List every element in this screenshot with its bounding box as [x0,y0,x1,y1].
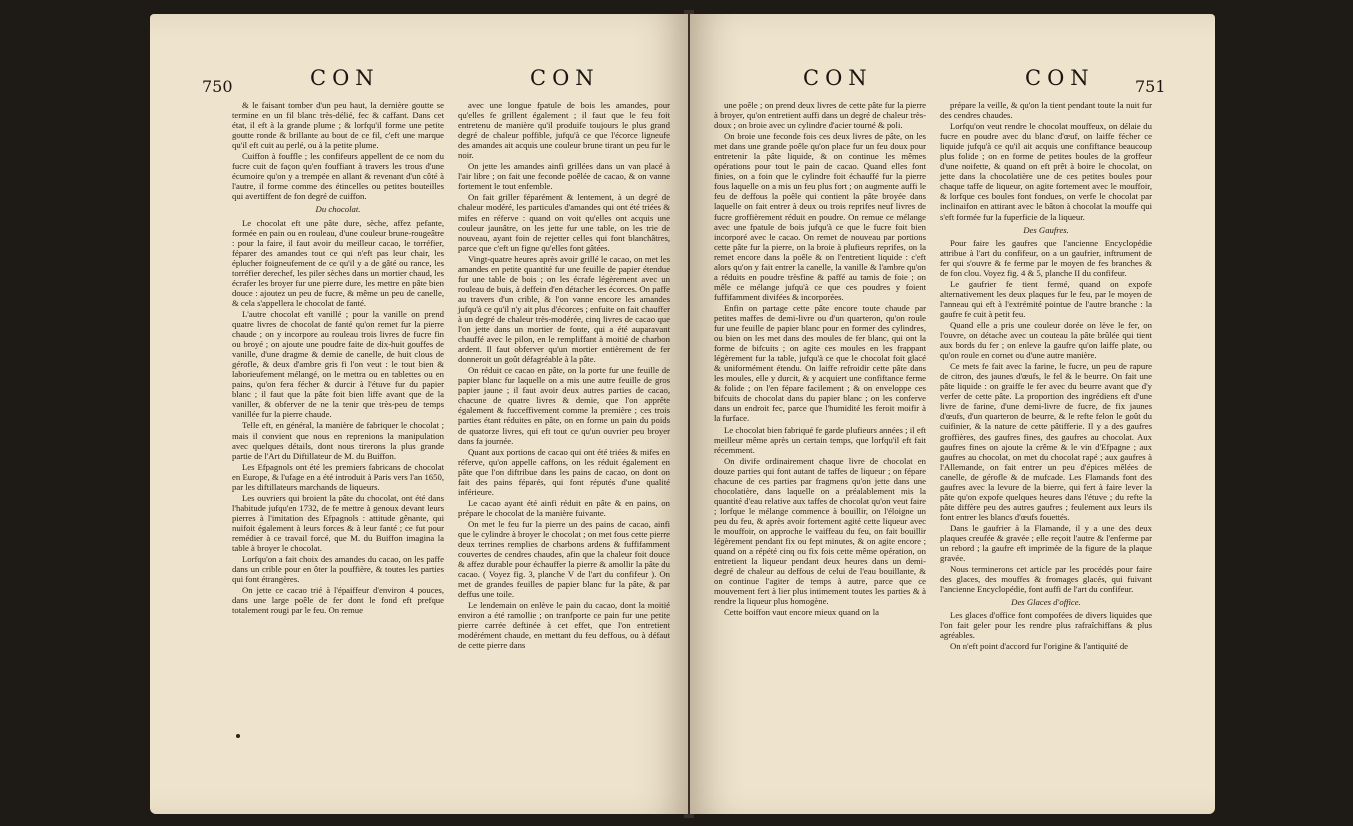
paragraph: On réduit ce cacao en pâte, on la porte fur une feuille de papier blanc fur laquelle on a mis une autre feuille de gros papier jaune ; il faut avoir deux autres parties de cacao, chacune de quatre livres & demie, que l'on apprête également & fucceffivement comme la première ; ces trois parties étant réduites en pâte, on en forme un pain du poids de quatorze livres, qui eft tout ce qu'un ouvrier peu broyer dans fa journée. [458,365,670,446]
right-page [690,14,1215,814]
paragraph: Quand elle a pris une couleur dorée on lève le fer, on l'ouvre, on détache avec un couteau la pâte brûlée qui tient aux bords du fer ; on enleve la gaufre qu'on laiffe plate, ou qu'on roule en cornet ou d'une autre manière. [940,319,1152,361]
paragraph: Les ouvriers qui broient la pâte du chocolat, ont été dans l'habitude jufqu'en 1732, de fe mettre à genoux devant leurs pierres à l'imitation des Efpagnols : attitude gênante, qui nuifoit également à leurs forces & à leur fanté ; ce fut pour remédier à ce travail forcé, que M. du Buiffon imagina la table à broyer le chocolat. [232,492,444,554]
section-subheading: Des Glaces d'office. [1011,597,1081,608]
paragraph: Lorfqu'on veut rendre le chocolat mouffeux, on délaie du fucre en poudre avec du blanc d'œuf, on laiffe fécher ce liquide jufqu'à ce qu'il ait acquis une confiftance beaucoup plus folide ; on en forme de petites boules de la groffeur d'une noifette, & quand on eft prêt à boire le chocolat, on jette dans la chocolatière une de ces petites boules pour chaque taffe de liqueur, on agite fortement avec le mouffoir, & lorfque ces boules font fondues, on verfe le chocolat par inclinaifon en attirant avec le bâton à chocolat la mouffe qui s'eft formée fur la fuperficie de la liqueur. [940,121,1152,222]
paragraph: Le chocolat eft une pâte dure, sèche, affez pefante, formée en pain ou en rouleau, d'une couleur brune-rougeâtre : pour la faire, il faut avoir du meilleur cacao, le torréfier, féparer des amandes tout ce qui n'eft pas leur chair, les éplucher foigneufement de ce qu'il y a de gâté ou rance, les torréfier derechef, les piler sèches dans un mortier chaud, les écrafer les broyer fur une pierre dure, les mettre en pâte bien douce : ajoutez un peu de fucre, & même un peu de canelle, & cela s'appellera le chocolat de fanté. [232,217,444,308]
paragraph: Nous terminerons cet article par les procédés pour faire des glaces, des mouffes & fromages glacés, qui fuivant l'ancienne Encyclopédie, font auffi de l'art du confifeur. [940,564,1152,595]
paragraph: Le cacao ayant été ainfi réduit en pâte & en pains, on prépare le chocolat de la manière fuivante. [458,497,670,518]
paragraph: Cuiffon à fouffle ; les confifeurs appellent de ce nom du fucre cuit de façon qu'en fouffiant à travers les trous d'une écumoire qu'on y a trempée en allant & revenant d'un côté à l'autre, il forme comme des étincelles ou petites bouteilles qui avertiffent de fon degré de cuiffon. [232,151,444,202]
paragraph: On met le feu fur la pierre un des pains de cacao, ainfi que le cylindre à broyer le chocolat ; on met fous cette pierre deux terrines remplies de charbons ardens & fuffifamment couvertes de cendres chaudes, afin que la chaleur foit douce & affez durable pour échauffer la pierre & amollir la pâte du cacao. ( Voyez fig. 3, planche V de l'art du confifeur ). On met de grandes feuilles de papier blanc fur la pâte, & par deffus une toile. [458,518,670,600]
paragraph: On divife ordinairement chaque livre de chocolat en douze parties qui font autant de taffes de liqueur ; on fépare chacune de ces parties par fragmens qu'on jette dans une chocolatière, dans laquelle on a préalablement mis la quantité d'eau relative aux taffes de chocolat qu'on veut faire ; lorfque le mélange commence à bouillir, on l'éloigne un peu du feu, & après avoir fortement agité cette liqueur avec le mouffoir, on approche le vaiffeau du feu, on fait bouillir légèrement pendant fix ou fept minutes, & on agite encore ; quand on a répété cinq ou fix fois cette même opération, on entretient la liqueur pendant deux heures dans un demi-degré de chaleur au deffous de celui de l'eau bouillante, & on continue l'agiter de temps à autre, parce que ce mouvement fert à lier plus intimement toutes les parties & à rendre la liqueur plus homogène. [714,455,926,607]
paragraph: Lorfqu'on a fait choix des amandes du cacao, on les paffe dans un crible pour en ôter la pouffière, & toutes les parties qui font étrangères. [232,554,444,585]
page-number-right: 751 [1135,77,1166,96]
paragraph: On jette ce cacao trié à l'épaiffeur d'environ 4 pouces, dans une large poêle de fer dont le fond eft prefque totalement rougi par le feu. On remue [232,585,444,616]
left-page-header-col1: CON [310,66,380,90]
paragraph: Enfin on partage cette pâte encore toute chaude par petites maffes de demi-livre ou d'un quarteron, qu'on roule fur une feuille de papier blanc pour en former des cylindres, ou bien on les met dans des moules de fer blanc, qui ont la forme de bifcuits ; on agite ces moules en les frappant légèrement fur la table, jufqu'à ce que le chocolat foit glacé & uniformément étendu. On laiffe refroidir cette pâte dans les moules, elle y durcit, & y acquiert une confiftance ferme & folide ; on l'en fépare facilement ; & on enveloppe ces bifcuits de chocolat dans du papier blanc ; on les conferve dans un endroit fec, parce que l'humidité les feroit moifir à la furface. [714,302,926,424]
page-number-left: 750 [202,77,233,96]
left-page-column-2 [458,100,670,652]
section-subheading: Des Gaufres. [1023,224,1069,235]
paragraph: une poêle ; on prend deux livres de cette pâte fur la pierre à broyer, qu'on entretient auffi dans un degré de chaleur très-doux ; on broie avec un cylindre d'acier tourné & poli. [714,100,926,131]
ink-dot [236,734,240,738]
left-page-column-1 [232,100,444,616]
paragraph: L'autre chocolat eft vanillé ; pour la vanille on prend quatre livres de chocolat de fanté qu'on remet fur la pierre chaude ; on y incorpore au rouleau trois livres de fucre fin ou broyé ; on ajoute une poudre faite de dix-huit gouffes de vanille, d'une dragme & demie de canelle, de huit clous de gérofle, & deux d'ambre gris fi l'on veut : le tout bien & laborieufement mélangé, on le mettra ou en tablettes ou en pains, qu'on fera fécher & durcir à l'étuve fur du papier blanc ; il faut que la pâte foit bien liffe avant que de la vaniller, & obferver de ne la tenir que très-peu de temps vanillée fur la pierre chaude. [232,308,444,420]
paragraph: On jette les amandes ainfi grillées dans un van placé à l'air libre ; on fait une feconde poêlée de cacao, & on vanne fortement le tout enfemble. [458,161,670,192]
paragraph: Cette boiffon vaut encore mieux quand on la [724,607,879,618]
right-page-column-2 [940,100,1152,652]
left-page [150,14,688,814]
paragraph: On broie une feconde fois ces deux livres de pâte, on les met dans une grande poêle qu'on place fur un feu doux pour entretenir la pâte liquide, & on continue les mêmes opérations pour tout le pain de cacao. Quand elles font finies, on a foin que le cylindre foit échauffé fur la pierre fous laquelle on a mis un feu plus fort ; on augmente auffi le feu de deffous la poêle qui contient la pâte broyée dans laquelle on fait entrer à deux ou trois reprifes neuf livres de fucre groffièrement réduit en poudre. On remue ce mélange avec une fpatule de bois jufqu'à ce que le fucre foit bien incorporé avec le cacao. On remet de nouveau par portions cette pâte fur la pierre, on la broie à plufieurs reprifes, on la remet encore dans la poêle & on l'entretient liquide : c'eft alors qu'on y fait entrer la canelle, la vanille & l'ambre qu'on a réduits en poudre trèsfine & paffé au tamis de foie ; on mêle ce mélange jufqu'à ce que ces poudres y foient fuffifamment divifées & incorporées. [714,131,926,302]
open-book [150,0,1215,826]
paragraph: Ce mets fe fait avec la farine, le fucre, un peu de rapure de citron, des jaunes d'œufs, le fel & le beurre. On fait une pâte liquide : on graiffe le fer avec du beurre avant que d'y verfer de cette pâte. La proportion des ingrédiens eft d'une livre de farine, d'une demi-livre de fucre, de fix jaunes d'œufs, d'un quarteron de beurre, & le refte felon le goût du cuifinier, & la nature de cette pâtifferie. Il y a des gaufres groffières, des gaufres fines, des gaufres au chocolat. Aux gaufres fines on ajoute la crême & le vin d'Efpagne ; aux gaufres au chocolat, on met du chocolat rapé ; aux gaufres à l'Allemande, on fait entrer un peu d'épices mêlées de canelle, de gérofle & de mufcade. Les Flamands font des gaufres avec la levure de la bierre, qui fert à faire lever la pâte qu'on expofe quelques heures dans l'étuve ; du refte la pâte diffère peu des autres gaufres ; feulement aux leurs ils font entrer les blancs d'œufs fouettés. [940,361,1152,522]
paragraph: avec une longue fpatule de bois les amandes, pour qu'elles fe grillent également ; il faut que le feu foit entretenu de manière qu'il produife toujours le plus grand degré de chaleur poffible, jufqu'à ce que l'écorce ligneufe des amandes ait acquis une couleur brune tirant un peu fur le noir. [458,100,670,161]
paragraph: prépare la veille, & qu'on la tient pendant toute la nuit fur des cendres chaudes. [940,100,1152,121]
paragraph: Les glaces d'office font compofées de divers liquides que l'on fait geler pour les rendre plus rafraîchiffans & plus agréables. [940,610,1152,641]
paragraph: Le lendemain on enlève le pain du cacao, dont la moitié environ a été ramollie ; on tranfporte ce pain fur une petite pierre carrée deftinée à cet effet, que l'on entretient modérément chaude, en mettant du feu deffous, ou à défaut de cette pierre dans [458,600,670,651]
right-page-column-1 [714,100,926,618]
paragraph: On n'eft point d'accord fur l'origine & l'antiquité de [950,641,1129,652]
paragraph: Les Efpagnols ont été les premiers fabricans de chocolat en Europe, & l'ufage en a été introduit à Paris vers l'an 1650, par les diftillateurs marchands de liqueurs. [232,461,444,492]
paragraph: Quant aux portions de cacao qui ont été triées & mifes en réferve, qu'on appelle caffons, on les réduit également en pâte que l'on diftribue dans les pains de cacao, on dont on fait des pains féparés, qui font réputés d'une qualité inférieure. [458,446,670,497]
paragraph: Dans le gaufrier à la Flamande, il y a une des deux plaques creufée & gravée ; elle reçoit l'autre & l'enferme par un rebord ; la gaufre eft imprimée de la figure de la plaque gravée. [940,522,1152,564]
paragraph: Le gaufrier fe tient fermé, quand on expofe alternativement les deux plaques fur le feu, par le moyen de l'anneau qui eft à l'extrémité pointue de l'autre branche : la gaufre fe cuit à petit feu. [940,278,1152,319]
section-subheading: Du chocolat. [315,204,361,215]
left-page-header-col2: CON [530,66,600,90]
paragraph: Le chocolat bien fabriqué fe garde plufieurs années ; il eft meilleur même après un certain temps, que lorfqu'il eft fait récemment. [714,424,926,455]
paragraph: Pour faire les gaufres que l'ancienne Encyclopédie attribue à l'art du confifeur, on a un gaufrier, inftrument de fer qui s'ouvre & fe ferme par le moyen de fes branches & de fon clou. Voyez fig. 4 & 5, planche II du confifeur. [940,237,1152,278]
paragraph: Telle eft, en général, la manière de fabriquer le chocolat ; mais il convient que nous en reprenions la manipulation avec quelques détails, dont nous tirerons la plus grande partie de l'Art du Diftillateur de M. du Buiffon. [232,420,444,461]
right-page-header-col2: CON [1025,66,1095,90]
right-page-header-col1: CON [803,66,873,90]
paragraph: Vingt-quatre heures après avoir grillé le cacao, on met les amandes en petite quantité fur une feuille de papier étendue fur une table de bois ; on les écrafe légèrement avec un rouleau de buis, à deffein d'en détacher les écorces. On paffe au travers d'un crible, & l'on vanne encore les amandes jufqu'à ce qu'il n'y ait plus d'écorces ; enfuite on fait chauffer à un degré de chaleur très-modérée, cinq livres de cacao que l'on jette dans un mortier de fonte, qui a été auparavant chauffé avec le pilon, en le rempliffant à moitié de charbon ardent. Il faut obferver qu'un mortier entièrement de fer donneroit un goût défagréable à la pâte. [458,253,670,365]
paragraph: On fait griller féparément & lentement, à un degré de chaleur modéré, les particules d'amandes qui ont été triées & mifes en réferve : quand on voit qu'elles ont acquis une couleur jaunâtre, on les jette fur une table, on les trie de nouveau, ayant foin de rejetter celles qui font blanchâtres, parce que c'eft un figne qu'elles font gâtées. [458,192,670,253]
paragraph: & le faisant tomber d'un peu haut, la dernière goutte se termine en un fil blanc très-délié, fec & caffant. Dans cet état, il eft à la grande plume ; & lorfqu'il forme une petite goutte ronde & brillante au bout de ce fil, c'eft une marque qu'il eft cuit au perlé, ou à la petite plume. [232,100,444,151]
